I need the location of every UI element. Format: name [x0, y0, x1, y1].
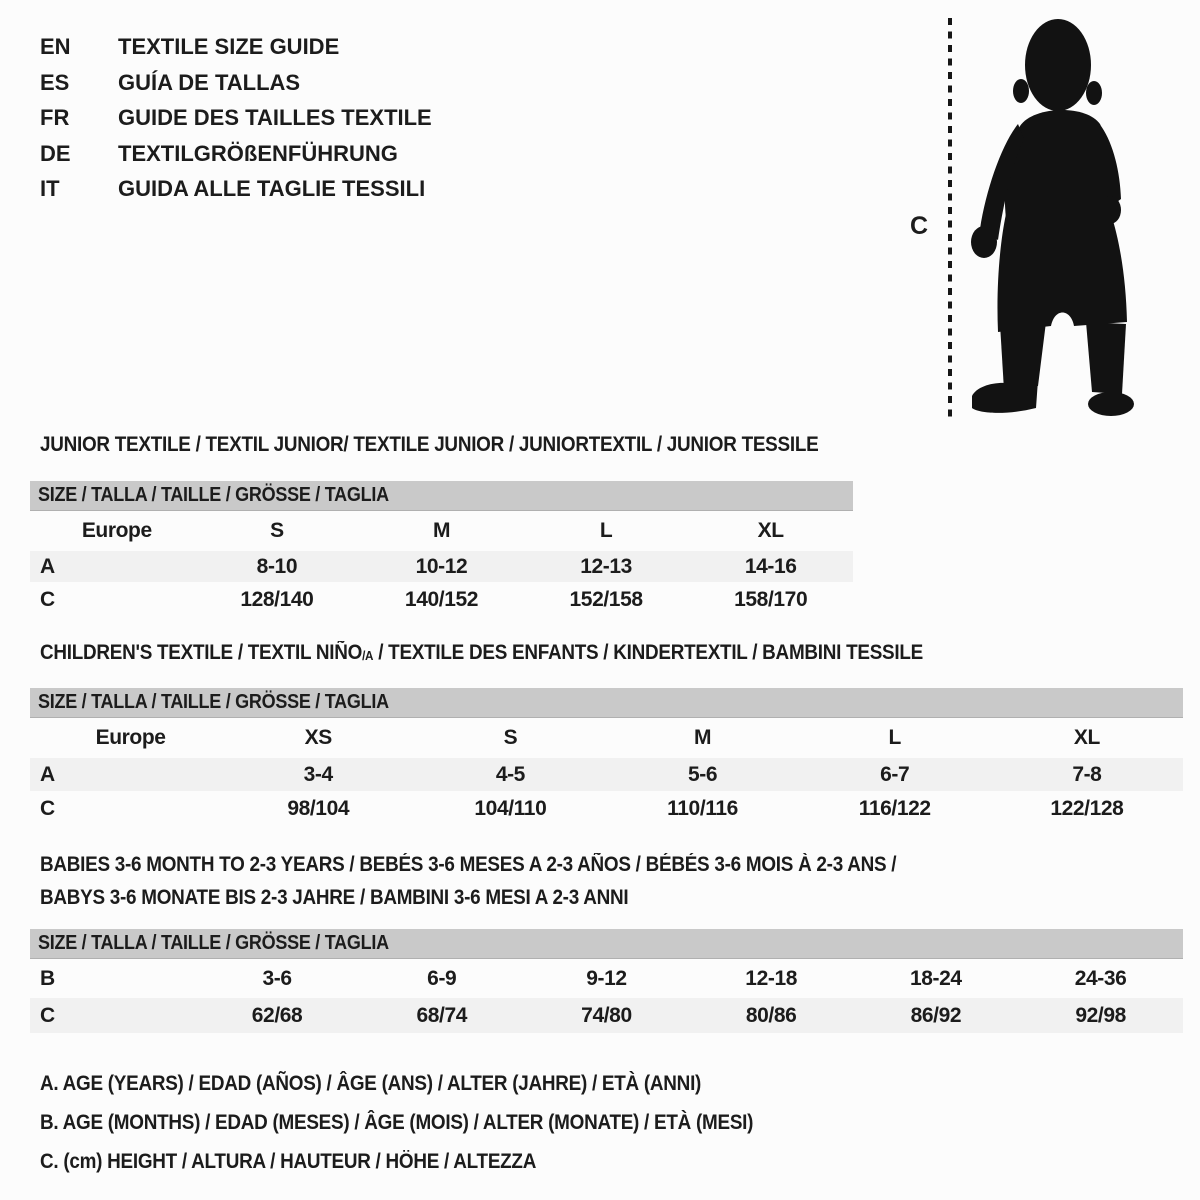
language-title: TEXTILGRÖßENFÜHRUNG — [118, 140, 398, 166]
babies-heading-line1: BABIES 3-6 MONTH TO 2-3 YEARS / BEBÉS 3-6 MESES A 2-3 AÑOS / BÉBÉS 3-6 MOIS À 2-3 ANS / — [40, 853, 897, 876]
size-column-header: XL — [757, 519, 784, 542]
language-title: GUÍA DE TALLAS — [118, 69, 301, 95]
cell-value: 12-18 — [745, 966, 798, 990]
legend-line-c-text: C. (cm) HEIGHT / ALTURA / HAUTEUR / HÖHE / ALTEZZA — [40, 1150, 537, 1173]
height-measure-label: C — [910, 212, 929, 240]
cell-value: 104/110 — [474, 797, 547, 820]
cell-value: 3-4 — [222, 758, 414, 791]
size-band-label: SIZE / TALLA / TAILLE / GRÖSSE / TAGLIA — [38, 691, 389, 713]
language-title: GUIDA ALLE TAGLIE TESSILI — [118, 176, 426, 201]
size-column-header: S — [503, 726, 518, 749]
size-column-header: L — [599, 519, 613, 542]
cell-value: 128/140 — [240, 587, 314, 611]
size-column-header: XS — [304, 726, 332, 749]
table-row-height — [30, 582, 853, 617]
row-label: C — [40, 587, 55, 611]
children-heading-sub: /A — [362, 648, 374, 663]
children-section-heading — [40, 641, 1021, 668]
language-row — [40, 100, 432, 136]
cell-value: 86/92 — [854, 998, 1019, 1033]
row-label: C — [30, 998, 195, 1033]
region-label: Europe — [95, 726, 166, 749]
cell-value: 68/74 — [359, 998, 524, 1033]
language-code: IT — [40, 176, 60, 201]
language-row — [40, 171, 432, 207]
language-title: TEXTILE SIZE GUIDE — [118, 34, 340, 59]
row-label: A — [30, 551, 195, 582]
height-dashed-line — [948, 18, 952, 418]
cell-value: 10-12 — [359, 551, 524, 582]
size-column-header: XL — [1073, 726, 1100, 749]
cell-value: 12-13 — [524, 551, 689, 582]
cell-value: 6-7 — [799, 758, 991, 791]
size-band-label: SIZE / TALLA / TAILLE / GRÖSSE / TAGLIA — [38, 484, 389, 506]
row-label: A — [30, 758, 222, 791]
legend-line-a-text: A. AGE (YEARS) / EDAD (AÑOS) / ÂGE (ANS) / ALTER (JAHRE) / ETÀ (ANNI) — [40, 1072, 702, 1095]
language-code: EN — [40, 34, 71, 59]
cell-value: 14-16 — [688, 551, 853, 582]
cell-value: 116/122 — [858, 797, 931, 820]
children-heading-text: CHILDREN'S TEXTILE / TEXTIL NIÑO — [40, 641, 363, 664]
language-row — [40, 136, 432, 172]
size-column-header: M — [694, 726, 712, 749]
babies-size-table — [30, 929, 1183, 1033]
junior-heading-text: JUNIOR TEXTILE / TEXTIL JUNIOR/ TEXTILE JUNIOR / JUNIORTEXTIL / JUNIOR TESSILE — [40, 433, 819, 456]
cell-value: 3-6 — [262, 966, 292, 990]
cell-value: 80/86 — [689, 998, 854, 1033]
legend-line-a — [40, 1064, 832, 1103]
language-code: ES — [40, 69, 70, 95]
size-band-row — [30, 481, 853, 511]
language-code: FR — [40, 105, 70, 130]
cell-value: 152/158 — [569, 587, 643, 611]
row-label: B — [40, 966, 55, 990]
region-label: Europe — [81, 519, 152, 542]
cell-value: 8-10 — [195, 551, 360, 582]
cell-value: 140/152 — [404, 587, 479, 611]
cell-value: 4-5 — [414, 758, 606, 791]
table-row-age — [30, 758, 1183, 791]
size-column-header: S — [270, 519, 284, 542]
size-band-row — [30, 688, 1183, 718]
cell-value: 98/104 — [287, 797, 350, 820]
language-row — [40, 29, 432, 65]
language-title: GUIDE DES TAILLES TEXTILE — [118, 105, 432, 130]
toddler-silhouette-icon — [958, 14, 1143, 420]
legend-line-b-text: B. AGE (MONTHS) / EDAD (MESES) / ÂGE (MOIS) / ALTER (MONATE) / ETÀ (MESI) — [40, 1111, 754, 1134]
language-row — [40, 65, 432, 101]
table-row-age-months — [30, 959, 1183, 999]
cell-value: 6-9 — [427, 966, 457, 990]
column-header-row — [30, 511, 853, 552]
language-title-list — [40, 29, 432, 207]
legend — [40, 1064, 832, 1181]
children-heading-rest: / TEXTILE DES ENFANTS / KINDERTEXTIL / BAMBINI TESSILE — [373, 641, 923, 664]
size-column-header: L — [888, 726, 901, 749]
children-size-table — [30, 688, 1183, 827]
cell-value: 24-36 — [1074, 966, 1127, 990]
language-code: DE — [40, 140, 71, 166]
cell-value: 9-12 — [586, 966, 627, 990]
size-band-label: SIZE / TALLA / TAILLE / GRÖSSE / TAGLIA — [38, 932, 389, 954]
cell-value: 62/68 — [195, 998, 360, 1033]
cell-value: 158/170 — [734, 587, 808, 611]
column-header-row — [30, 718, 1183, 759]
table-row-age — [30, 551, 853, 582]
legend-line-b — [40, 1103, 832, 1142]
table-row-height — [30, 791, 1183, 827]
cell-value: 5-6 — [606, 758, 798, 791]
row-label: C — [40, 797, 55, 820]
cell-value: 7-8 — [991, 758, 1183, 791]
cell-value: 92/98 — [1018, 998, 1183, 1033]
babies-heading-line2: BABYS 3-6 MONATE BIS 2-3 JAHRE / BAMBINI 3-6 MESI A 2-3 ANNI — [40, 886, 629, 909]
cell-value: 122/128 — [1050, 797, 1124, 820]
table-row-height — [30, 998, 1183, 1033]
legend-line-c — [40, 1142, 832, 1181]
babies-section-heading — [40, 848, 991, 914]
cell-value: 18-24 — [910, 966, 962, 990]
junior-size-table — [30, 481, 853, 617]
size-band-row — [30, 929, 1183, 959]
junior-section-heading — [40, 433, 905, 457]
size-column-header: M — [432, 519, 451, 542]
cell-value: 110/116 — [667, 797, 738, 820]
cell-value: 74/80 — [524, 998, 689, 1033]
